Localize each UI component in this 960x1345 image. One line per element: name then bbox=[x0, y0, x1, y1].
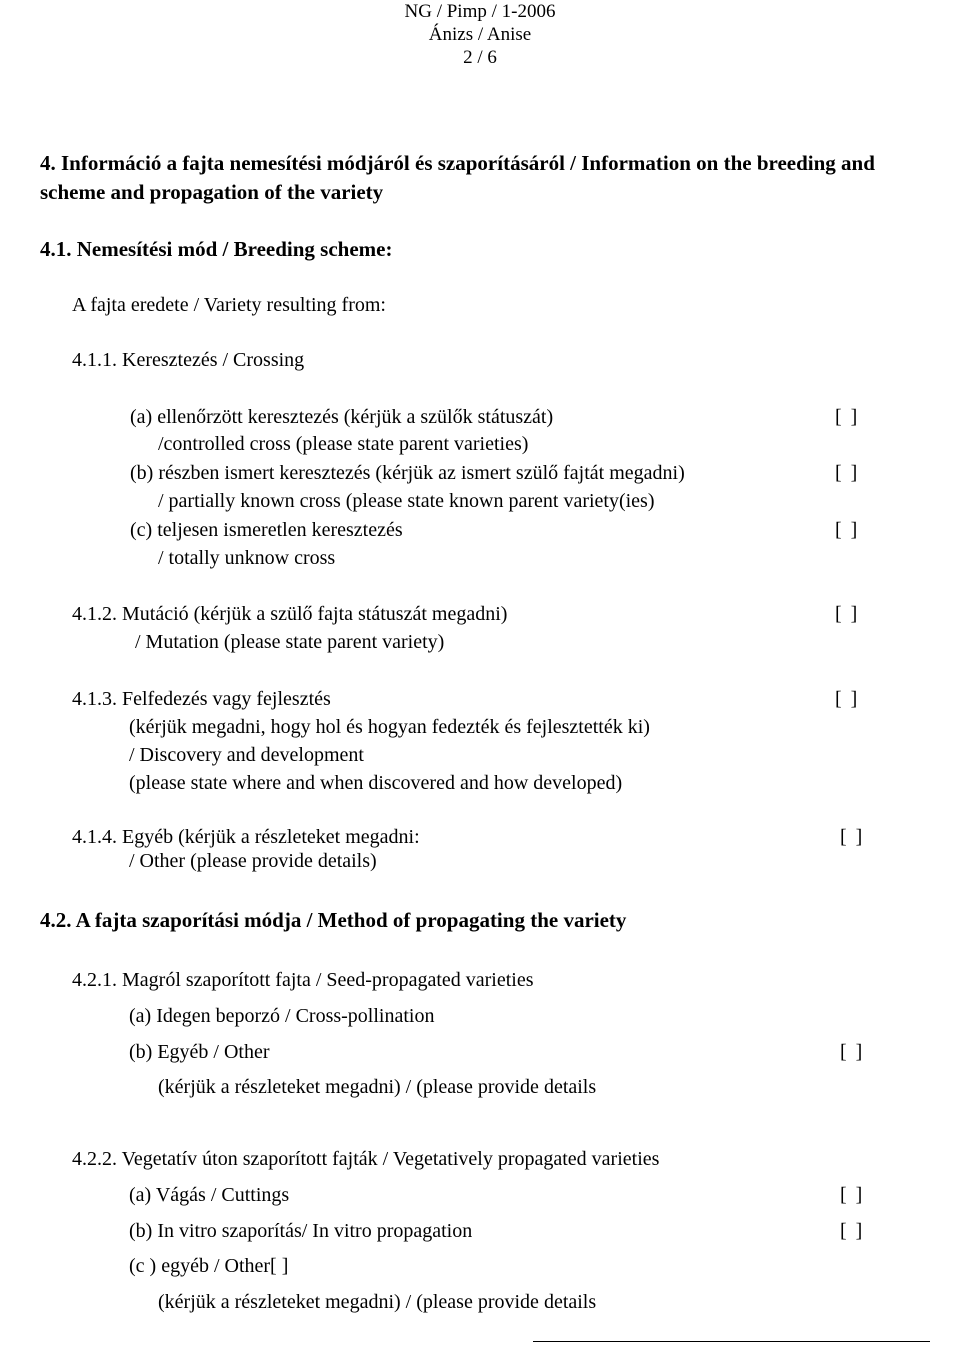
crossing-c-checkbox[interactable]: [ ] bbox=[835, 519, 858, 541]
seed-other-label: (b) Egyéb / Other bbox=[129, 1041, 270, 1063]
vegetative-other-details: (kérjük a részleteket megadni) / (please provide details bbox=[158, 1291, 597, 1313]
section-4-title-line-2: scheme and propagation of the variety bbox=[40, 180, 384, 204]
header-line-2: Ánizs / Anise bbox=[428, 24, 532, 45]
page-number: 2 / 6 bbox=[463, 47, 497, 68]
section-4-1-1-title: 4.1.1. Keresztezés / Crossing bbox=[72, 349, 305, 371]
cuttings-checkbox[interactable]: [ ] bbox=[840, 1184, 863, 1206]
seed-other-checkbox[interactable]: [ ] bbox=[840, 1041, 863, 1063]
seed-other-details: (kérjük a részleteket megadni) / (please provide details bbox=[158, 1076, 597, 1098]
crossing-b-checkbox[interactable]: [ ] bbox=[835, 462, 858, 484]
vegetative-other-label[interactable]: (c ) egyéb / Other[ ] bbox=[129, 1255, 289, 1277]
discovery-details-hu: (kérjük megadni, hogy hol és hogyan fedezték és fejlesztették ki) bbox=[129, 716, 650, 738]
section-4-title-line-1: 4. Információ a fajta nemesítési módjáról és szaporításáról / Information on the breeding and bbox=[40, 151, 875, 175]
crossing-b-english: / partially known cross (please state known parent variety(ies) bbox=[158, 490, 655, 512]
header-line-1: NG / Pimp / 1-2006 bbox=[404, 1, 556, 22]
section-4-2-2-title: 4.2.2. Vegetatív úton szaporított fajták / Vegetatively propagated varieties bbox=[72, 1148, 660, 1170]
other-english: / Other (please provide details) bbox=[129, 850, 377, 872]
crossing-b-label: (b) részben ismert keresztezés (kérjük az ismert szülő fajtát megadni) bbox=[130, 462, 685, 484]
other-checkbox[interactable]: [ ] bbox=[840, 826, 863, 848]
discovery-label: 4.1.3. Felfedezés vagy fejlesztés bbox=[72, 688, 331, 710]
section-4-1-title: 4.1. Nemesítési mód / Breeding scheme: bbox=[40, 237, 393, 261]
crossing-a-label: (a) ellenőrzött keresztezés (kérjük a szülők státuszát) bbox=[130, 406, 554, 428]
cuttings-label: (a) Vágás / Cuttings bbox=[129, 1184, 290, 1206]
section-4-2-1-title: 4.2.1. Magról szaporított fajta / Seed-propagated varieties bbox=[72, 969, 534, 991]
mutation-checkbox[interactable]: [ ] bbox=[835, 603, 858, 625]
crossing-c-label: (c) teljesen ismeretlen keresztezés bbox=[130, 519, 403, 541]
section-4-2-title: 4.2. A fajta szaporítási módja / Method of propagating the variety bbox=[40, 908, 627, 932]
in-vitro-label: (b) In vitro szaporítás/ In vitro propagation bbox=[129, 1220, 473, 1242]
discovery-english: / Discovery and development bbox=[129, 744, 364, 766]
mutation-label: 4.1.2. Mutáció (kérjük a szülő fajta státuszát megadni) bbox=[72, 603, 508, 625]
in-vitro-checkbox[interactable]: [ ] bbox=[840, 1220, 863, 1242]
other-label: 4.1.4. Egyéb (kérjük a részleteket megadni: bbox=[72, 826, 420, 848]
footer-rule bbox=[533, 1341, 930, 1342]
crossing-c-english: / totally unknow cross bbox=[158, 547, 336, 569]
discovery-details-en: (please state where and when discovered and how developed) bbox=[129, 772, 623, 794]
variety-origin-intro: A fajta eredete / Variety resulting from: bbox=[72, 294, 386, 316]
crossing-a-checkbox[interactable]: [ ] bbox=[835, 406, 858, 428]
mutation-english: / Mutation (please state parent variety) bbox=[135, 631, 445, 653]
cross-pollination-label: (a) Idegen beporzó / Cross-pollination bbox=[129, 1005, 435, 1027]
discovery-checkbox[interactable]: [ ] bbox=[835, 688, 858, 710]
crossing-a-english: /controlled cross (please state parent varieties) bbox=[158, 433, 529, 455]
